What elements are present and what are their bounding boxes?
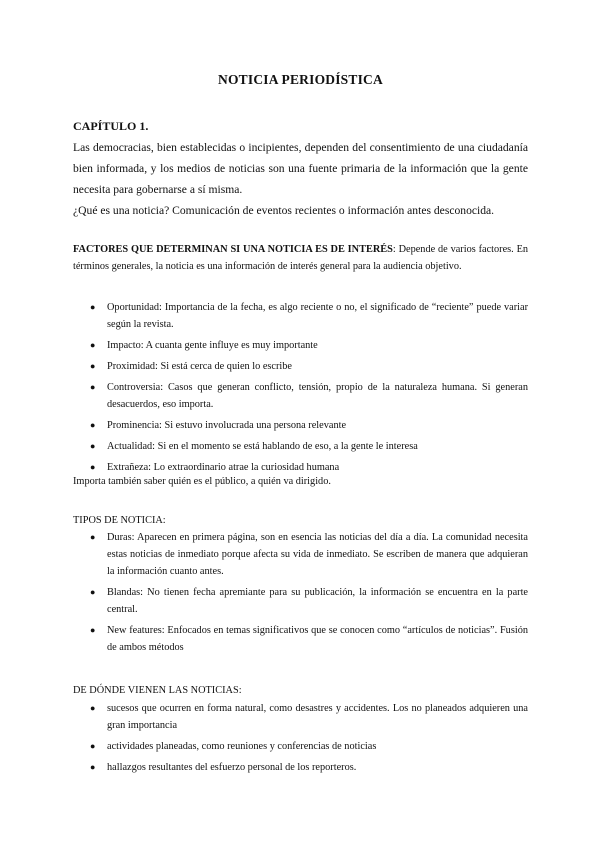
bullet-icon: ● bbox=[90, 587, 96, 597]
list-item: ● sucesos que ocurren en forma natural, como desastres y accidentes. Los no planeados adquieren una gran importancia bbox=[73, 700, 528, 734]
factors-paragraph bbox=[73, 241, 528, 275]
document-title: NOTICIA PERIODÍSTICA bbox=[218, 72, 383, 87]
list-item: ● Actualidad: Si en el momento se está hablando de eso, a la gente le interesa bbox=[73, 438, 528, 455]
list-item: ● actividades planeadas, como reuniones y conferencias de noticias bbox=[73, 738, 528, 755]
list-item: ● Proximidad: Si está cerca de quien lo escribe bbox=[73, 358, 528, 375]
factors-heading: FACTORES QUE DETERMINAN SI UNA NOTICIA ES DE INTERÉS bbox=[73, 244, 393, 255]
types-list bbox=[73, 529, 528, 660]
bullet-icon: ● bbox=[90, 382, 96, 392]
list-item: ● Duras: Aparecen en primera página, son en esencia las noticias del día a día. La comunidad necesita estas noticias de inmediato porque afecta su vida de inmediato. Se escriben de manera que adquieran la información cuanto antes. bbox=[73, 529, 528, 580]
list-item: ● Prominencia: Si estuvo involucrada una persona relevante bbox=[73, 417, 528, 434]
factors-text: : Depende de varios factores. En términos generales, la noticia es una información de interés general para la audiencia objetivo. bbox=[73, 244, 529, 272]
factors-closing: Importa también saber quién es el público, a quién va dirigido. bbox=[73, 476, 331, 487]
list-item: ● Blandas: No tienen fecha apremiante para su publicación, la información se encuentra en la parte central. bbox=[73, 584, 528, 618]
bullet-icon: ● bbox=[90, 420, 96, 430]
bullet-icon: ● bbox=[90, 625, 96, 635]
factors-list bbox=[73, 299, 528, 480]
bullet-icon: ● bbox=[90, 302, 96, 312]
chapter-heading: CAPÍTULO 1. bbox=[73, 119, 149, 133]
question-paragraph: ¿Qué es una noticia? Comunicación de eventos recientes o información antes desconocida. bbox=[73, 204, 495, 217]
bullet-icon: ● bbox=[90, 762, 96, 772]
list-item: ● New features: Enfocados en temas significativos que se conocen como “artículos de noticias”. Fusión de ambos métodos bbox=[73, 622, 528, 656]
list-item: ● Controversia: Casos que generan conflicto, tensión, propio de la naturaleza humana. Si generan desacuerdos, eso importa. bbox=[73, 379, 528, 413]
list-item: ● Impacto: A cuanta gente influye es muy importante bbox=[73, 337, 528, 354]
bullet-icon: ● bbox=[90, 703, 96, 713]
list-item: ● hallazgos resultantes del esfuerzo personal de los reporteros. bbox=[73, 759, 528, 776]
bullet-icon: ● bbox=[90, 361, 96, 371]
intro-paragraph: Las democracias, bien establecidas o incipientes, dependen del consentimiento de una ciudadanía bien informada, y los medios de noticias son una fuente primaria de la información que la gente necesita para gobernarse a sí misma. bbox=[73, 141, 528, 196]
list-item: ● Oportunidad: Importancia de la fecha, es algo reciente o no, el significado de “reciente” puede variar según la revista. bbox=[73, 299, 528, 333]
list-item: ● Extrañeza: Lo extraordinario atrae la curiosidad humana bbox=[73, 459, 528, 476]
bullet-icon: ● bbox=[90, 462, 96, 472]
bullet-icon: ● bbox=[90, 741, 96, 751]
sources-heading: DE DÓNDE VIENEN LAS NOTICIAS: bbox=[73, 685, 242, 696]
bullet-icon: ● bbox=[90, 532, 96, 542]
bullet-icon: ● bbox=[90, 340, 96, 350]
bullet-icon: ● bbox=[90, 441, 96, 451]
sources-list bbox=[73, 700, 528, 780]
types-heading: TIPOS DE NOTICIA: bbox=[73, 515, 166, 526]
